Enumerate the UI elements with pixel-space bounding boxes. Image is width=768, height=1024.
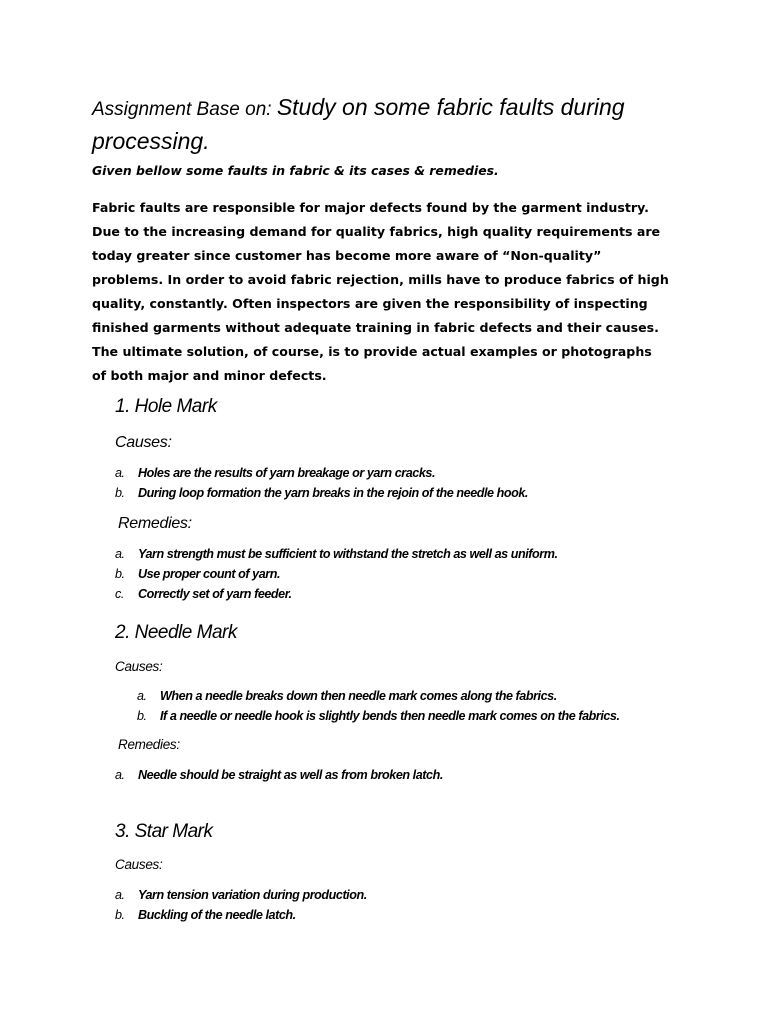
- list-item-text: If a needle or needle hook is slightly bends then needle mark comes on the fabrics.: [160, 709, 620, 723]
- list-item: [115, 885, 367, 905]
- list-marker: a.: [137, 689, 147, 703]
- remedies-list: [115, 765, 443, 785]
- causes-label: Causes:: [115, 857, 163, 872]
- list-marker: b.: [115, 567, 125, 581]
- intro-line: of both major and minor defects.: [92, 368, 327, 383]
- causes-list: [115, 463, 528, 503]
- list-item: [115, 544, 558, 564]
- causes-list: [137, 686, 620, 726]
- list-item: [115, 463, 528, 483]
- section-heading-hole-mark: 1. Hole Mark: [115, 396, 217, 417]
- list-item-text: Yarn strength must be sufficient to withstand the stretch as well as uniform.: [138, 547, 558, 561]
- list-item-text: Holes are the results of yarn breakage or yarn cracks.: [138, 466, 435, 480]
- causes-list: [115, 885, 367, 925]
- intro-line: quality, constantly. Often inspectors are given the responsibility of inspecting: [92, 296, 648, 311]
- list-marker: c.: [115, 587, 124, 601]
- intro-line: The ultimate solution, of course, is to provide actual examples or photographs: [92, 344, 652, 359]
- list-item-text: During loop formation the yarn breaks in the rejoin of the needle hook.: [138, 486, 528, 500]
- list-marker: a.: [115, 466, 125, 480]
- list-item-text: Use proper count of yarn.: [138, 567, 280, 581]
- list-marker: b.: [115, 908, 125, 922]
- remedies-list: [115, 544, 558, 604]
- list-item: [115, 483, 528, 503]
- list-item: [115, 564, 558, 584]
- intro-line: finished garments without adequate training in fabric defects and their causes.: [92, 320, 659, 335]
- list-item: [115, 765, 443, 785]
- intro-paragraph: [92, 196, 702, 388]
- list-item-text: Yarn tension variation during production.: [138, 888, 367, 902]
- causes-label: Causes:: [115, 434, 172, 451]
- remedies-label: Remedies:: [118, 515, 192, 532]
- intro-line: Fabric faults are responsible for major defects found by the garment industry.: [92, 200, 649, 215]
- title-prefix: Assignment Base on:: [92, 99, 277, 120]
- list-item: [137, 686, 620, 706]
- intro-line: today greater since customer has become more aware of “Non-quality”: [92, 248, 602, 263]
- title-main: Study on some fabric faults during processing.: [92, 94, 625, 154]
- causes-label: Causes:: [115, 659, 163, 674]
- list-marker: a.: [115, 888, 125, 902]
- list-marker: a.: [115, 547, 125, 561]
- document-subtitle: Given bellow some faults in fabric & its cases & remedies.: [92, 163, 499, 178]
- list-marker: b.: [115, 486, 125, 500]
- section-heading-star-mark: 3. Star Mark: [115, 821, 213, 842]
- list-item: [115, 905, 367, 925]
- intro-line: problems. In order to avoid fabric rejection, mills have to produce fabrics of high: [92, 272, 669, 287]
- list-item: [115, 584, 558, 604]
- list-item-text: Needle should be straight as well as from broken latch.: [138, 768, 443, 782]
- remedies-label: Remedies:: [118, 737, 180, 752]
- list-item-text: Correctly set of yarn feeder.: [138, 587, 292, 601]
- list-marker: b.: [137, 709, 147, 723]
- list-item: [137, 706, 620, 726]
- list-item-text: Buckling of the needle latch.: [138, 908, 296, 922]
- intro-line: Due to the increasing demand for quality fabrics, high quality requirements are: [92, 224, 661, 239]
- list-marker: a.: [115, 768, 125, 782]
- document-title: [92, 90, 712, 156]
- section-heading-needle-mark: 2. Needle Mark: [115, 622, 237, 643]
- list-item-text: When a needle breaks down then needle mark comes along the fabrics.: [160, 689, 557, 703]
